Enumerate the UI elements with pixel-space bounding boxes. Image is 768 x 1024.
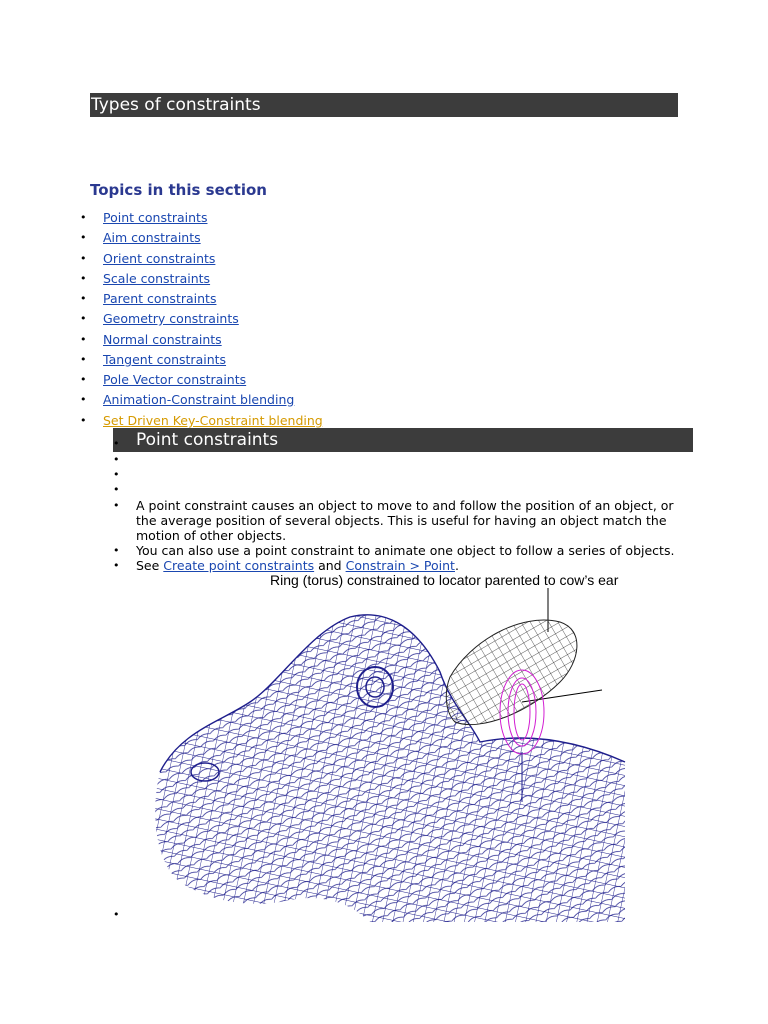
- empty-bullet: •: [113, 453, 120, 466]
- point-constraint-description: A point constraint causes an object to move to and follow the position of an object, or the average position of several objects. This is useful for having an object match the motion of other objects.: [136, 498, 674, 543]
- figure-caption: Ring (torus) constrained to locator parented to cow’s ear: [270, 572, 619, 588]
- topic-link-scale[interactable]: Scale constraints: [103, 271, 211, 286]
- topic-link-aim[interactable]: Aim constraints: [103, 230, 201, 245]
- point-constraint-animate-note: You can also use a point constraint to animate one object to follow a series of objects.: [136, 543, 675, 558]
- empty-bullet: •: [113, 483, 120, 496]
- page-title: Types of constraints: [90, 93, 678, 117]
- empty-bullet: •: [113, 468, 120, 481]
- topics-heading: Topics in this section: [90, 181, 267, 199]
- topic-link-pole-vector[interactable]: Pole Vector constraints: [103, 372, 247, 387]
- see-also-line: See Create point constraints and Constrain > Point.: [136, 558, 459, 573]
- cow-wireframe-figure: [150, 572, 628, 922]
- empty-bullet: •: [113, 908, 120, 921]
- topic-link-normal[interactable]: Normal constraints: [103, 332, 222, 347]
- topic-link-point[interactable]: Point constraints: [103, 210, 208, 225]
- topic-link-parent[interactable]: Parent constraints: [103, 291, 217, 306]
- create-point-constraints-link[interactable]: Create point constraints: [163, 558, 315, 573]
- topic-link-sdk-blending[interactable]: Set Driven Key-Constraint blending: [103, 413, 323, 428]
- topic-link-orient[interactable]: Orient constraints: [103, 251, 216, 266]
- section-title-bar: • Point constraints: [113, 428, 693, 452]
- topic-link-animation-blending[interactable]: Animation-Constraint blending: [103, 392, 295, 407]
- constrain-point-link[interactable]: Constrain > Point: [345, 558, 455, 573]
- topic-link-geometry[interactable]: Geometry constraints: [103, 311, 239, 326]
- topic-link-tangent[interactable]: Tangent constraints: [103, 352, 227, 367]
- section-title: Point constraints: [136, 430, 279, 450]
